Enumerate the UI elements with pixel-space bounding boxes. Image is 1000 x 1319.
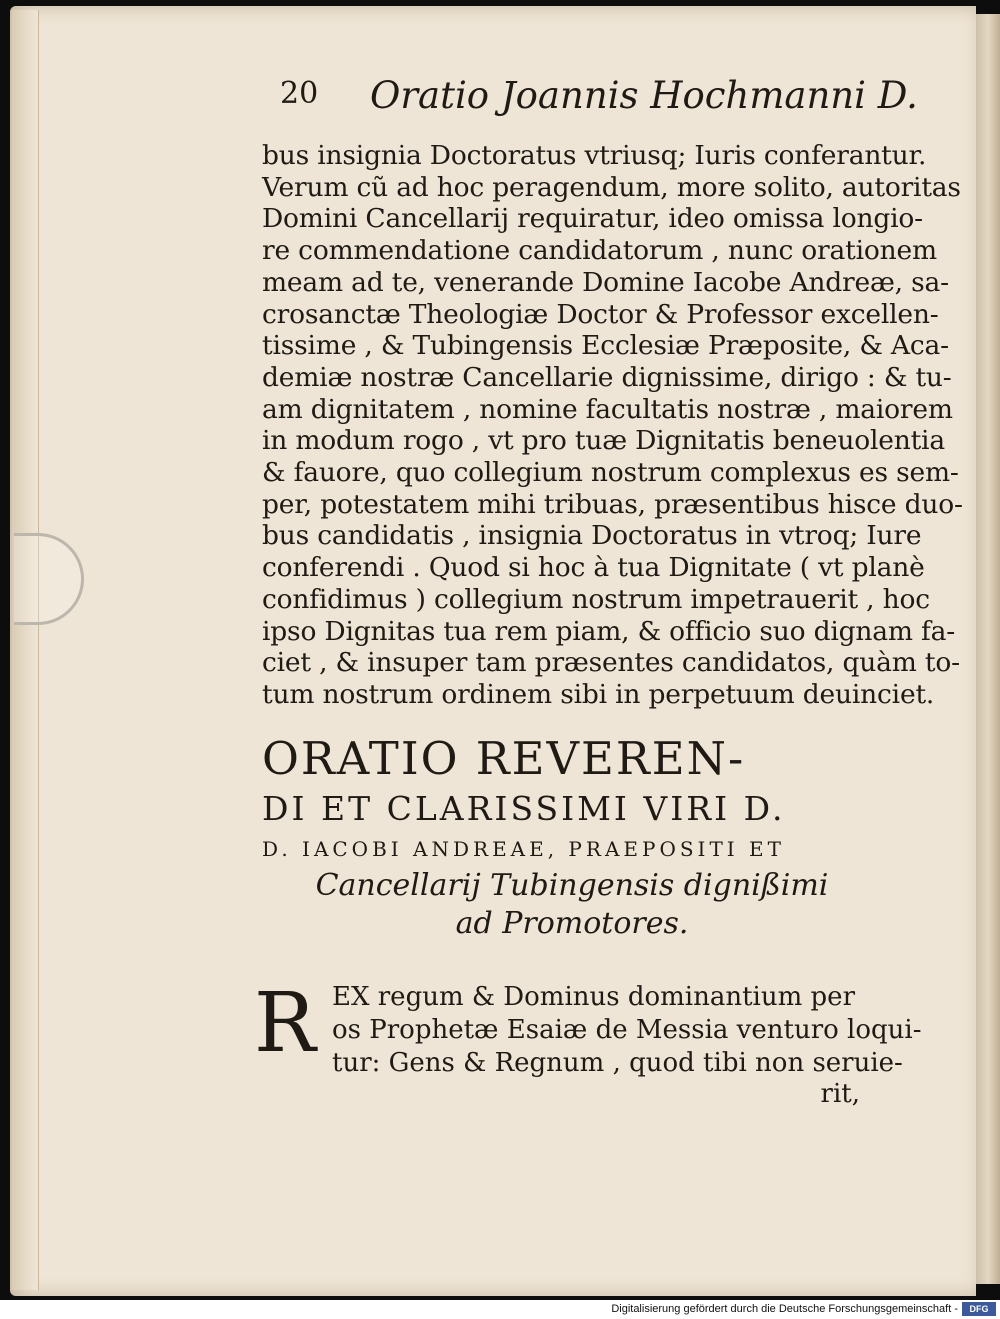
text-line: confidimus ) collegium nostrum impetrauerit , hoc (262, 583, 930, 615)
heading-line-5: ad Promotores. (455, 905, 689, 941)
text-line: bus insignia Doctoratus vtriusq; Iuris conferantur. (262, 140, 927, 171)
text-line: tur: Gens & Regnum , quod tibi non seruie- (332, 1047, 903, 1078)
page-header (262, 74, 918, 134)
text-line: os Prophetæ Esaiæ de Messia venturo loqui- (332, 1014, 922, 1045)
next-page-edge (976, 14, 1000, 1284)
funding-credit: Digitalisierung gefördert durch die Deutsche Forschungsgemeinschaft - (611, 1303, 958, 1315)
text-line: am dignitatem , nomine facultatis nostræ , maiorem (262, 393, 953, 425)
page-text (254, 74, 963, 1111)
text-line: EX regum & Dominus dominantium per (332, 981, 855, 1012)
text-line: crosanctæ Theologiæ Doctor & Professor excellen- (262, 298, 939, 330)
running-title: Oratio Joannis Hochmanni D. (370, 74, 918, 117)
heading-line-3: D. IACOBI ANDREAE, PRAEPOSITI ET (262, 836, 785, 861)
text-line: Verum cũ ad hoc peragendum, more solito, autoritas (262, 171, 961, 203)
text-line: meam ad te, venerande Domine Iacobe Andreæ, sa- (262, 266, 949, 298)
text-line: demiæ nostræ Cancellarie dignissime, dirigo : & tu- (262, 361, 952, 393)
text-line: tissime , & Tubingensis Ecclesiæ Præposite, & Aca- (262, 330, 949, 362)
page-number: 20 (280, 76, 319, 111)
heading-line-1: ORATIO REVEREN- (262, 731, 746, 785)
oration-heading (262, 731, 882, 943)
dfg-logo: DFG (962, 1302, 996, 1316)
page-edge (12, 10, 39, 1290)
heading-line-2: DI ET CLARISSIMI VIRI D. (262, 788, 786, 828)
text-line: & fauore, quo collegium nostrum complexus es sem- (262, 457, 959, 489)
text-line: ipso Dignitas tua rem piam, & officio suo dignam fa- (262, 615, 955, 647)
text-line: bus candidatis , insignia Doctoratus in vtroq; Iure (262, 520, 922, 552)
heading-line-4: Cancellarij Tubingensis dignißimi (315, 867, 829, 903)
text-line: conferendi . Quod si hoc à tua Dignitate ( vt planè (262, 552, 925, 584)
catchword: rit, (820, 1078, 860, 1109)
text-line: Domini Cancellarij requiratur, ideo omissa longio- (262, 203, 923, 235)
text-line: per, potestatem mihi tribuas, præsentibus hisce duo- (262, 488, 963, 520)
opening-paragraph (254, 975, 922, 1078)
text-line: in modum rogo , vt pro tuæ Dignitatis beneuolentia (262, 425, 945, 457)
drop-cap: R (254, 975, 316, 1071)
footer-bar (0, 1300, 1000, 1319)
text-line: ciet , & insuper tam præsentes candidatos, quàm to- (262, 647, 960, 679)
text-line: tum nostrum ordinem sibi in perpetuum deuinciet. (262, 678, 935, 710)
body-text (262, 140, 963, 711)
text-line: re commendatione candidatorum , nunc orationem (262, 235, 937, 267)
